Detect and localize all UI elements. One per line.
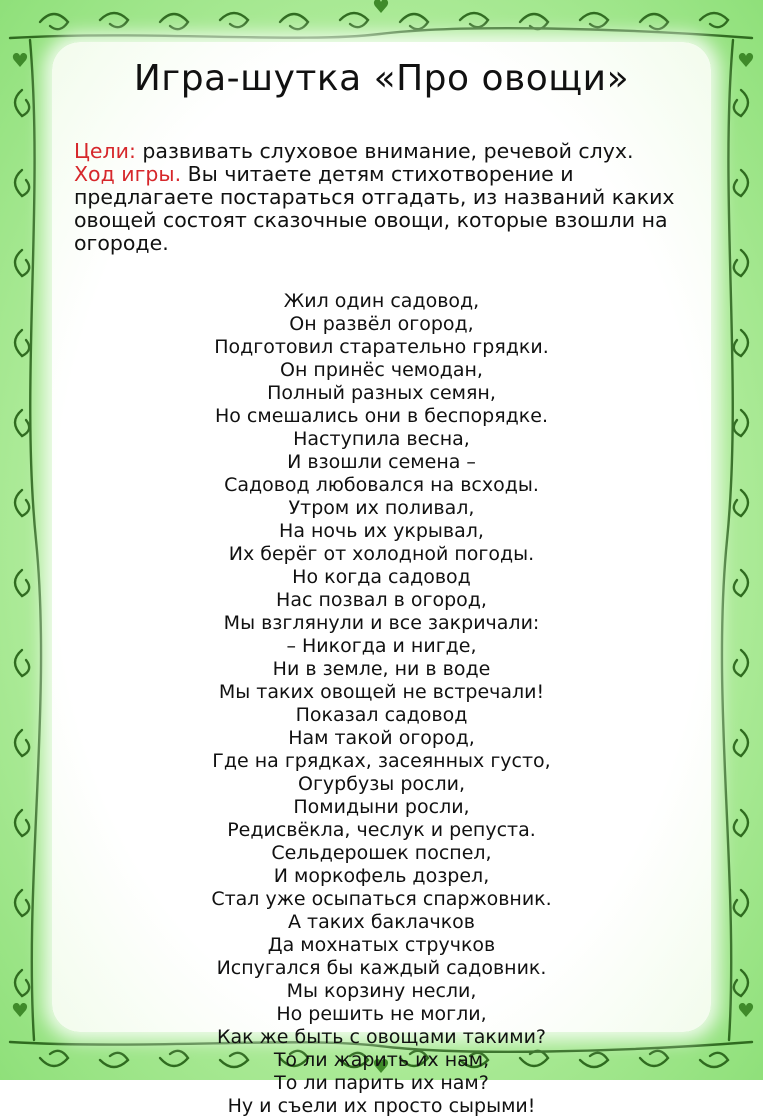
- poem-line: Наступила весна,: [293, 428, 470, 450]
- poem-line: Полный разных семян,: [267, 382, 496, 404]
- process-label: Ход игры.: [74, 162, 182, 186]
- poem-line: Редисвёкла, чеслук и репуста.: [227, 819, 536, 841]
- page-title: Игра-шутка «Про овощи»: [133, 58, 630, 99]
- poem-line: Садовод любовался на всходы.: [224, 474, 539, 496]
- intro-block: [74, 140, 684, 255]
- poem-line: Но решить не могли,: [276, 1003, 487, 1025]
- poem-line: Где на грядках, засеянных густо,: [212, 750, 551, 772]
- poem-line: Жил один садовод,: [283, 290, 480, 312]
- poem-line: Мы таких овощей не встречали!: [218, 681, 545, 703]
- poem-line: – Никогда и нигде,: [286, 635, 477, 657]
- poem-line: И моркофель дозрел,: [273, 865, 490, 887]
- poem-line: Он принёс чемодан,: [280, 359, 483, 381]
- poem-line: То ли парить их нам?: [274, 1072, 489, 1094]
- poem-line: И взошли семена –: [287, 451, 476, 473]
- poem: [0, 290, 763, 1118]
- poem-line: Да мохнатых стручков: [267, 934, 496, 956]
- poem-line: Нам такой огород,: [288, 727, 475, 749]
- poem-line: То ли жарить их нам,: [273, 1049, 490, 1071]
- poem-line: Показал садовод: [295, 704, 468, 726]
- poem-line: На ночь их укрывал,: [279, 520, 484, 542]
- goals-label: Цели:: [74, 139, 136, 163]
- poem-line: Испугался бы каждый садовник.: [216, 957, 547, 979]
- poem-line: Сельдерошек поспел,: [271, 842, 492, 864]
- poem-line: Мы взглянули и все закричали:: [223, 612, 540, 634]
- goals-text: развивать слуховое внимание, речевой слух.: [135, 139, 634, 163]
- poem-line: Подготовил старательно грядки.: [214, 336, 549, 358]
- poem-line: Но когда садовод: [292, 566, 471, 588]
- poem-line: Утром их поливал,: [288, 497, 475, 519]
- poem-line: Но смешались они в беспорядке.: [214, 405, 549, 427]
- poem-line: Стал уже осыпаться спаржовник.: [211, 888, 552, 910]
- poem-line: Ни в земле, ни в воде: [272, 658, 491, 680]
- poem-line: Помидыни росли,: [293, 796, 470, 818]
- poem-line: Мы корзину несли,: [286, 980, 477, 1002]
- poem-line: Он развёл огород,: [289, 313, 474, 335]
- poem-line: Их берёг от холодной погоды.: [228, 543, 535, 565]
- poem-line: Нас позвал в огород,: [276, 589, 487, 611]
- poem-line: Как же быть с овощами такими?: [216, 1026, 546, 1048]
- poem-line: Огурбузы росли,: [297, 773, 465, 795]
- poem-line: Ну и съели их просто сырыми!: [227, 1095, 536, 1117]
- process-text: Вы читаете детям стихотворение и предлагаете постараться отгадать, из названий каких овощей состоят сказочные овощи, которые взошли на огороде.: [74, 162, 675, 255]
- poem-line: А таких баклачков: [287, 911, 475, 933]
